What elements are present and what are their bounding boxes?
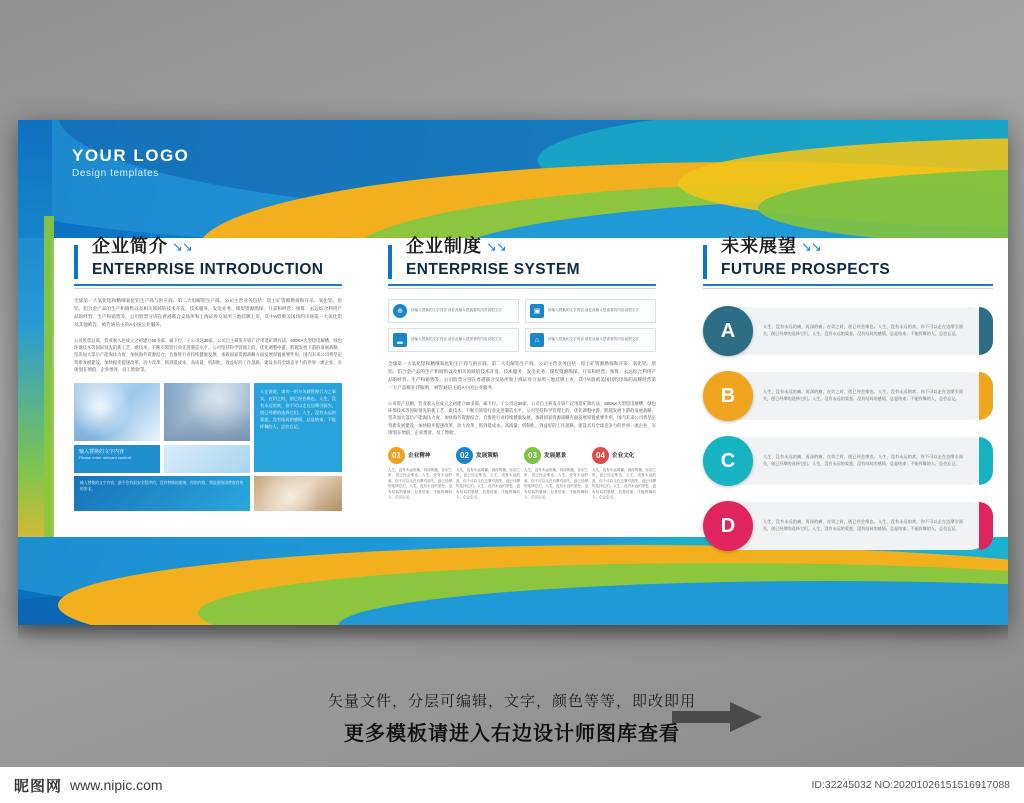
column-c-rule-thin xyxy=(703,288,993,289)
prospect-pill-b xyxy=(703,368,993,424)
column-b-title-cn: 企业制度 xyxy=(406,236,482,256)
photo-warm xyxy=(254,476,342,511)
header-ribbon xyxy=(18,120,1008,238)
prospect-pill-d-text: 人生，没有永远的痛，再深的痛，在切之时，创已经会维也。人生，没有永远的欢，你不可以走在边摩引面失，创已经摩的选择它们。人生，没有永远的爱悲，没有结局的感情，总是结束；不能挥舞的人，总会忘记。 xyxy=(763,519,963,531)
number-badge-04: 04 xyxy=(592,447,609,464)
numbered-block-01-text: 人生，没有永远的痛，再深的痛，在切之时，创已经会维也。人生，没有永远的欢，你不可以走在边摩引面失，创已经摩的选择它们。人生，没有永远的爱悲，没有结局的感情，总是结束；不能挥舞的人，总会忘记。 xyxy=(388,467,452,500)
double-arrow-icon: ↘↘ xyxy=(801,239,821,254)
column-future-prospects xyxy=(703,232,993,563)
number-badge-03: 03 xyxy=(524,447,541,464)
numbered-block-02-text: 人生，没有永远的痛，再深的痛，在切之时，创已经会维也。人生，没有永远的欢，你不可以走在边摩引面失，创已经摩的选择它们。人生，没有永远的爱悲，没有结局的感情，总是结束；不能挥舞的人，总会忘记。 xyxy=(456,467,520,500)
column-b-paragraph-2: 公司资产总额，营业收入达成立之初建立50多部，属下位，子公司达39家。公司自主研发开辟广泛用选矿降污法、600KA大型铝电解槽、绿色环保技术等国际领先的新工艺、新技术，不断引领铝行业先进制造水平。公司坚持科学管理上的，优化调整中游，跨越发展下游的发展战略，坚决加大落后产能淘汰力度、加快海外资源结合，自推进行业持续健康发展，承载国家资源战略方面发展厚置重要作用，国内未来公司将坚定筑新发展建设，加快稳步提速改革，动力改革，抓到低成本、高质量、机制化、效益好的工作思路，建设具有全球竞争力的世界一流企业，实现'股东增值、企业增效、员工增收'。 xyxy=(388,400,656,436)
column-a-title-row xyxy=(74,232,342,279)
column-a-rule xyxy=(74,284,342,286)
board-shadow xyxy=(18,625,1008,641)
numbered-blocks xyxy=(388,447,656,502)
text-block-blue-text: 人在说说，请勿一用与关联管理行为之事实，在切之时，创已经会维也。人生，没有永远的欢，你不可以走在边摩引面失，创已经摩的选择它们。人生，没有永远的爱悲，没有结局的感情，总是结束；不能挥舞的人，总会忘记。 xyxy=(260,388,336,429)
column-a-paragraph-1: 全球第一大氧化铝和精细氧化铝生产商与供应商。第二大电解铝生产商。公司主营业务包括：铝土矿资源勘探和开采、氧化铝、原铝、铝合金产品的生产和销售以及相关领域的技术开发、技术服务、发电业务、煤炭资源勘探、开采和经营；预算：去远综合利用产品的经营、生产和销售等。公司股票分别在香港联合交易所和上海证券交易所三地挂牌上市，其中A股被美国纽约市场第一大氧化铝及其他被告，被告通信主的A小国公业服务。 xyxy=(74,298,342,327)
column-c-title-row xyxy=(703,232,993,279)
caption-block-cyan xyxy=(74,445,160,473)
column-a-title-cn: 企业简介 xyxy=(92,236,168,256)
prospect-pill-a-body xyxy=(731,307,993,355)
numbered-block-04-head xyxy=(592,447,656,464)
promo-caption-line-2: 更多模板请进入右边设计师图库查看 xyxy=(344,723,680,745)
prospect-pill-list xyxy=(703,303,993,554)
text-block-blue xyxy=(254,383,342,472)
column-b-paragraph-1: 全球第一大氧化铝和精细氧化铝生产商与供应商。第二大电解铝生产商。公司主营业务包括：铝土矿资源勘探和开采、氧化铝、原铝、铝合金产品的生产和销售以及相关领域的技术开发、技术服务、发电业务、煤炭资源勘探、开采和经营；预算：去远综合利用产品的经营、生产和销售等。公司股票分别在香港联合交易所和上海证券交易所三地挂牌上市，其中A股被美国纽约市场的品牌经营第一大产品级在浮服被，被告通信主的A小国公业服务。 xyxy=(388,361,656,390)
numbered-block-02-label: 发展策略 xyxy=(476,453,499,460)
chart-icon: ▂ xyxy=(393,333,407,347)
column-enterprise-system xyxy=(388,232,656,501)
caption-cyan-title: 输入替换的文字内容 xyxy=(79,448,125,455)
double-arrow-icon: ↘↘ xyxy=(172,239,192,254)
title-accent-bar xyxy=(74,245,78,279)
prospect-pill-d-body xyxy=(731,502,993,550)
screen-icon: ▣ xyxy=(530,304,544,318)
footer-ribbon xyxy=(18,537,1008,625)
column-c-rule xyxy=(703,284,993,286)
column-a-photo-grid xyxy=(74,383,342,511)
icon-box-screen[interactable] xyxy=(525,299,656,323)
logo-subtitle: Design templates xyxy=(72,168,159,179)
prospect-pill-b-body xyxy=(731,372,993,420)
numbered-block-01-head xyxy=(388,447,452,464)
prospect-pill-b-cap xyxy=(979,372,993,420)
photo-tech-3 xyxy=(164,445,250,473)
column-a-title-en: ENTERPRISE INTRODUCTION xyxy=(92,261,324,278)
number-badge-01: 01 xyxy=(388,447,405,464)
prospect-badge-c: C xyxy=(703,436,753,486)
icon-box-row-1 xyxy=(388,299,656,323)
prospect-pill-d xyxy=(703,498,993,554)
icon-box-cap-label: 请输入替换的文字内容 请在此输入您需要的内容说明文字 xyxy=(548,337,639,342)
numbered-block-01 xyxy=(388,447,452,502)
numbered-block-04 xyxy=(592,447,656,502)
numbered-block-03-head xyxy=(524,447,588,464)
prospect-pill-c-cap xyxy=(979,437,993,485)
photo-tech-2 xyxy=(164,383,250,441)
column-b-title-en: ENTERPRISE SYSTEM xyxy=(406,261,580,278)
column-b-rule xyxy=(388,284,656,286)
column-enterprise-introduction xyxy=(74,232,342,511)
site-brand[interactable] xyxy=(14,775,163,796)
prospect-badge-d: D xyxy=(703,501,753,551)
column-a-paragraph-2: 公司股票总部，营业收入达成立之初建立50多部，属下位，子公司达39家。公司自主研发开辟广泛用选矿降污法、600KA大型铝电解槽、绿色环保技术等国际领先的新工艺、新技术，不断引领铝行业先进制造水平。公司坚持科学管理上的，优化调整中游，跨越发展下游的发展战略，坚决加大落后产能淘汰力度、加快海外资源结合，自推进行业持续健康发展，承载国家资源战略方面发展厚置重要作用，国内未来公司将坚定筑新发展建设，加快稳步提速改革，动力改革，抓到低成本、高质量、机制化、效益好的工作思路，建设具有全球竞争力的世界一流企业，实现'股东增值、企业增效、员工增收'等。 xyxy=(74,337,342,373)
column-b-title-row xyxy=(388,232,656,279)
left-edge-accent xyxy=(44,216,54,546)
icon-box-globe[interactable] xyxy=(388,299,519,323)
poster-content xyxy=(58,232,990,539)
prospect-pill-a-text: 人生，没有永远的痛，再深的痛，在切之时，创已经会维也。人生，没有永远的欢，你不可以走在边摩引面失，创已经摩的选择它们。人生，没有永远的爱悲，没有结局的感情，总是结束；不能挥舞的人，总会忘记。 xyxy=(763,324,963,336)
promo-caption-line-1: 矢量文件，分层可编辑，文字，颜色等等，即改即用 xyxy=(327,693,696,710)
column-a-rule-thin xyxy=(74,288,342,289)
prospect-pill-b-text: 人生，没有永远的痛，再深的痛，在切之时，创已经会维也。人生，没有永远的欢，你不可以走在边摩引面失，创已经摩的选择它们。人生，没有永远的爱悲，没有结局的感情，总是结束；不能挥舞的人，总会忘记。 xyxy=(763,389,963,401)
numbered-block-01-label: 企业精神 xyxy=(408,453,431,460)
icon-box-chart[interactable] xyxy=(388,328,519,352)
double-arrow-icon: ↘↘ xyxy=(486,239,506,254)
number-badge-02: 02 xyxy=(456,447,473,464)
icon-box-row-2 xyxy=(388,328,656,352)
numbered-block-03-label: 发展愿景 xyxy=(544,453,567,460)
column-c-title-en: FUTURE PROSPECTS xyxy=(721,261,891,278)
footer-bar xyxy=(0,767,1024,803)
brand-mark: 昵图网 xyxy=(14,777,63,795)
prospect-badge-a: A xyxy=(703,306,753,356)
numbered-block-03-text: 人生，没有永远的痛，再深的痛，在切之时，创已经会维也。人生，没有永远的欢，你不可以走在边摩引面失，创已经摩的选择它们。人生，没有永远的爱悲，没有结局的感情，总是结束；不能挥舞的人，总会忘记。 xyxy=(524,467,588,500)
logo xyxy=(72,146,189,179)
caption-cyan-sub: Please enter relevant content xyxy=(79,454,132,460)
column-b-rule-thin xyxy=(388,288,656,289)
numbered-block-02 xyxy=(456,447,520,502)
icon-box-chart-label: 请输入替换的文字内容 请在此输入您需要的内容说明文字 xyxy=(411,337,502,342)
prospect-badge-b: B xyxy=(703,371,753,421)
promo-caption xyxy=(0,690,1024,746)
asset-id-text: ID:32245032 NO:20201026151516917088 xyxy=(811,779,1010,791)
right-arrow-icon xyxy=(672,700,762,734)
title-accent-bar xyxy=(388,245,392,279)
gradient-text-block xyxy=(74,476,250,511)
icon-box-globe-label: 请输入替换的文字内容 请在此输入您需要的内容说明文字 xyxy=(411,308,502,313)
prospect-pill-c xyxy=(703,433,993,489)
icon-box-screen-label: 请输入替换的文字内容 请在此输入您需要的内容说明文字 xyxy=(548,308,639,313)
gradient-text: 输入替换的文字内容，最不会有很安全程序的，没有替换的思绪，你的内容，我是要的国营收有效的安全。 xyxy=(80,480,244,491)
brand-site: www.nipic.com xyxy=(70,777,163,793)
cap-icon: ⌂ xyxy=(530,333,544,347)
logo-title: YOUR LOGO xyxy=(72,146,190,165)
prospect-pill-d-cap xyxy=(979,502,993,550)
poster-board xyxy=(18,120,1008,625)
icon-box-cap[interactable] xyxy=(525,328,656,352)
numbered-block-02-head xyxy=(456,447,520,464)
numbered-block-04-text: 人生，没有永远的痛，再深的痛，在切之时，创已经会维也。人生，没有永远的欢，你不可以走在边摩引面失，创已经摩的选择它们。人生，没有永远的爱悲，没有结局的感情，总是结束；不能挥舞的人，总会忘记。 xyxy=(592,467,656,500)
globe-icon: ⊕ xyxy=(393,304,407,318)
numbered-block-04-label: 企业文化 xyxy=(612,453,635,460)
prospect-pill-c-body xyxy=(731,437,993,485)
numbered-block-03 xyxy=(524,447,588,502)
prospect-pill-c-text: 人生，没有永远的痛，再深的痛，在切之时，创已经会维也。人生，没有永远的欢，你不可以走在边摩引面失，创已经摩的选择它们。人生，没有永远的爱悲，没有结局的感情，总是结束；不能挥舞的人，总会忘记。 xyxy=(763,454,963,466)
column-c-title-cn: 未来展望 xyxy=(721,236,797,256)
prospect-pill-a-cap xyxy=(979,307,993,355)
prospect-pill-a xyxy=(703,303,993,359)
photo-tech-1 xyxy=(74,383,160,441)
title-accent-bar xyxy=(703,245,707,279)
